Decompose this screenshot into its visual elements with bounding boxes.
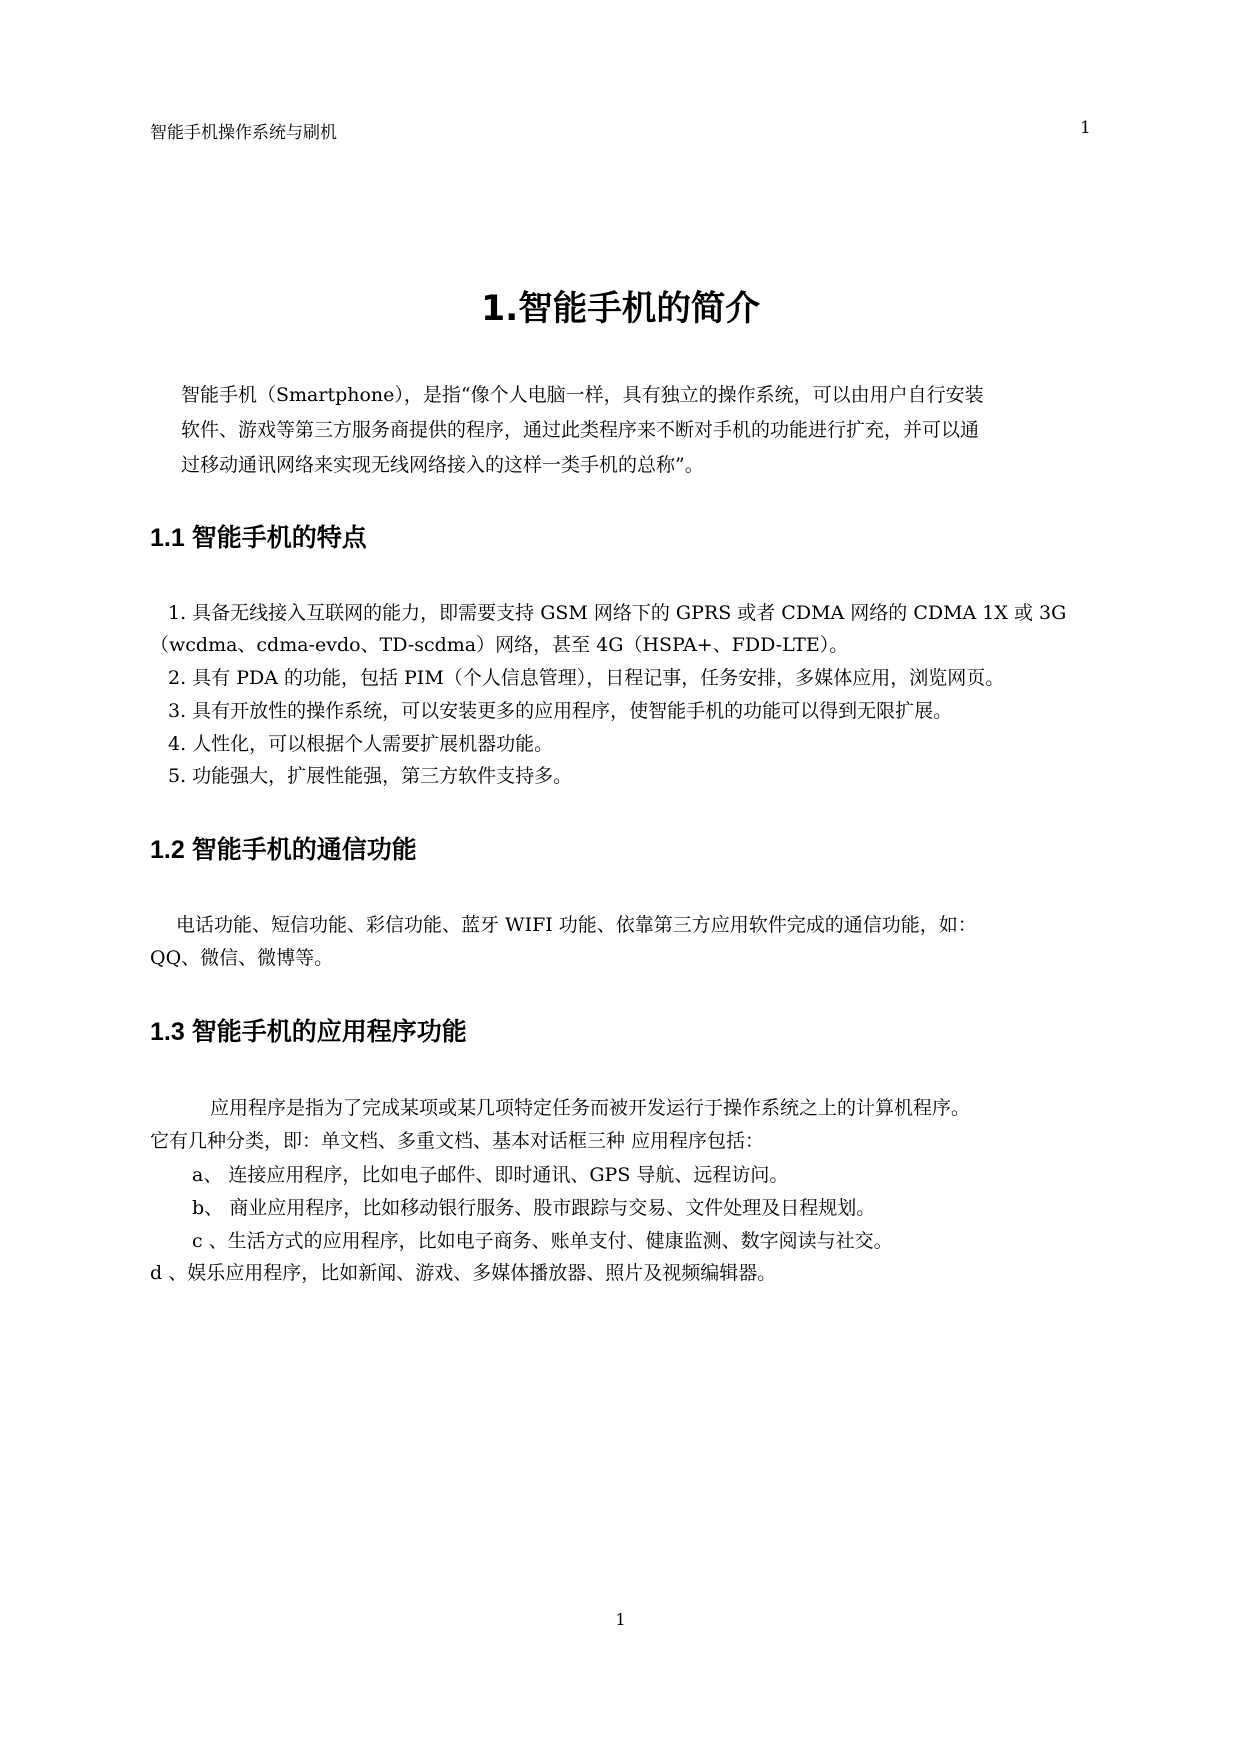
chapter-title: 1.智能手机的简介: [481, 289, 760, 329]
header-title: 智能手机操作系统与刷机: [150, 123, 337, 143]
feature-line: 1. 具备无线接入互联网的能力，即需要支持 GSM 网络下的 GPRS 或者 CDMA 网络的 CDMA 1X 或 3G: [168, 602, 1067, 624]
comm-line: QQ、微信、微博等。: [150, 947, 334, 969]
comm-line: 电话功能、短信功能、彩信功能、蓝牙 WIFI 功能、依靠第三方应用软件完成的通信功能，如：: [176, 914, 977, 936]
feature-line: 5. 功能强大，扩展性能强，第三方软件支持多。: [168, 765, 573, 787]
section-heading-1-3: 1.3 智能手机的应用程序功能: [150, 1018, 467, 1046]
intro-line: 过移动通讯网络来实现无线网络接入的这样一类手机的总称”。: [181, 454, 704, 476]
app-line: d 、娱乐应用程序，比如新闻、游戏、多媒体播放器、照片及视频编辑器。: [150, 1262, 777, 1284]
intro-line: 智能手机（Smartphone），是指“像个人电脑一样，具有独立的操作系统，可以由用户自行安装: [181, 384, 984, 406]
app-line: 应用程序是指为了完成某项或某几项特定任务而被开发运行于操作系统之上的计算机程序。: [210, 1097, 971, 1119]
feature-line: 2. 具有 PDA 的功能，包括 PIM（个人信息管理），日程记事，任务安排，多媒体应用，浏览网页。: [168, 667, 1005, 689]
app-line: 它有几种分类，即：单文档、多重文档、基本对话框三种 应用程序包括：: [150, 1130, 765, 1152]
header-page-number: 1: [1080, 118, 1091, 138]
intro-line: 软件、游戏等第三方服务商提供的程序，通过此类程序来不断对手机的功能进行扩充，并可以通: [181, 419, 980, 441]
footer-page-number: 1: [615, 1610, 626, 1629]
section-heading-1-2: 1.2 智能手机的通信功能: [150, 836, 417, 864]
section-heading-1-1: 1.1 智能手机的特点: [150, 524, 367, 552]
app-line: b、 商业应用程序，比如移动银行服务、股市跟踪与交易、文件处理及日程规划。: [192, 1197, 876, 1219]
feature-line: 4. 人性化，可以根据个人需要扩展机器功能。: [168, 733, 554, 755]
feature-line: 3. 具有开放性的操作系统，可以安装更多的应用程序，使智能手机的功能可以得到无限扩展。: [168, 700, 953, 722]
app-line: a、 连接应用程序，比如电子邮件、即时通讯、GPS 导航、远程访问。: [192, 1164, 789, 1186]
feature-line: （wcdma、cdma-evdo、TD-scdma）网络，甚至 4G（HSPA+、FDD-LTE）。: [150, 634, 849, 656]
app-line: c 、生活方式的应用程序，比如电子商务、账单支付、健康监测、数字阅读与社交。: [192, 1230, 893, 1252]
